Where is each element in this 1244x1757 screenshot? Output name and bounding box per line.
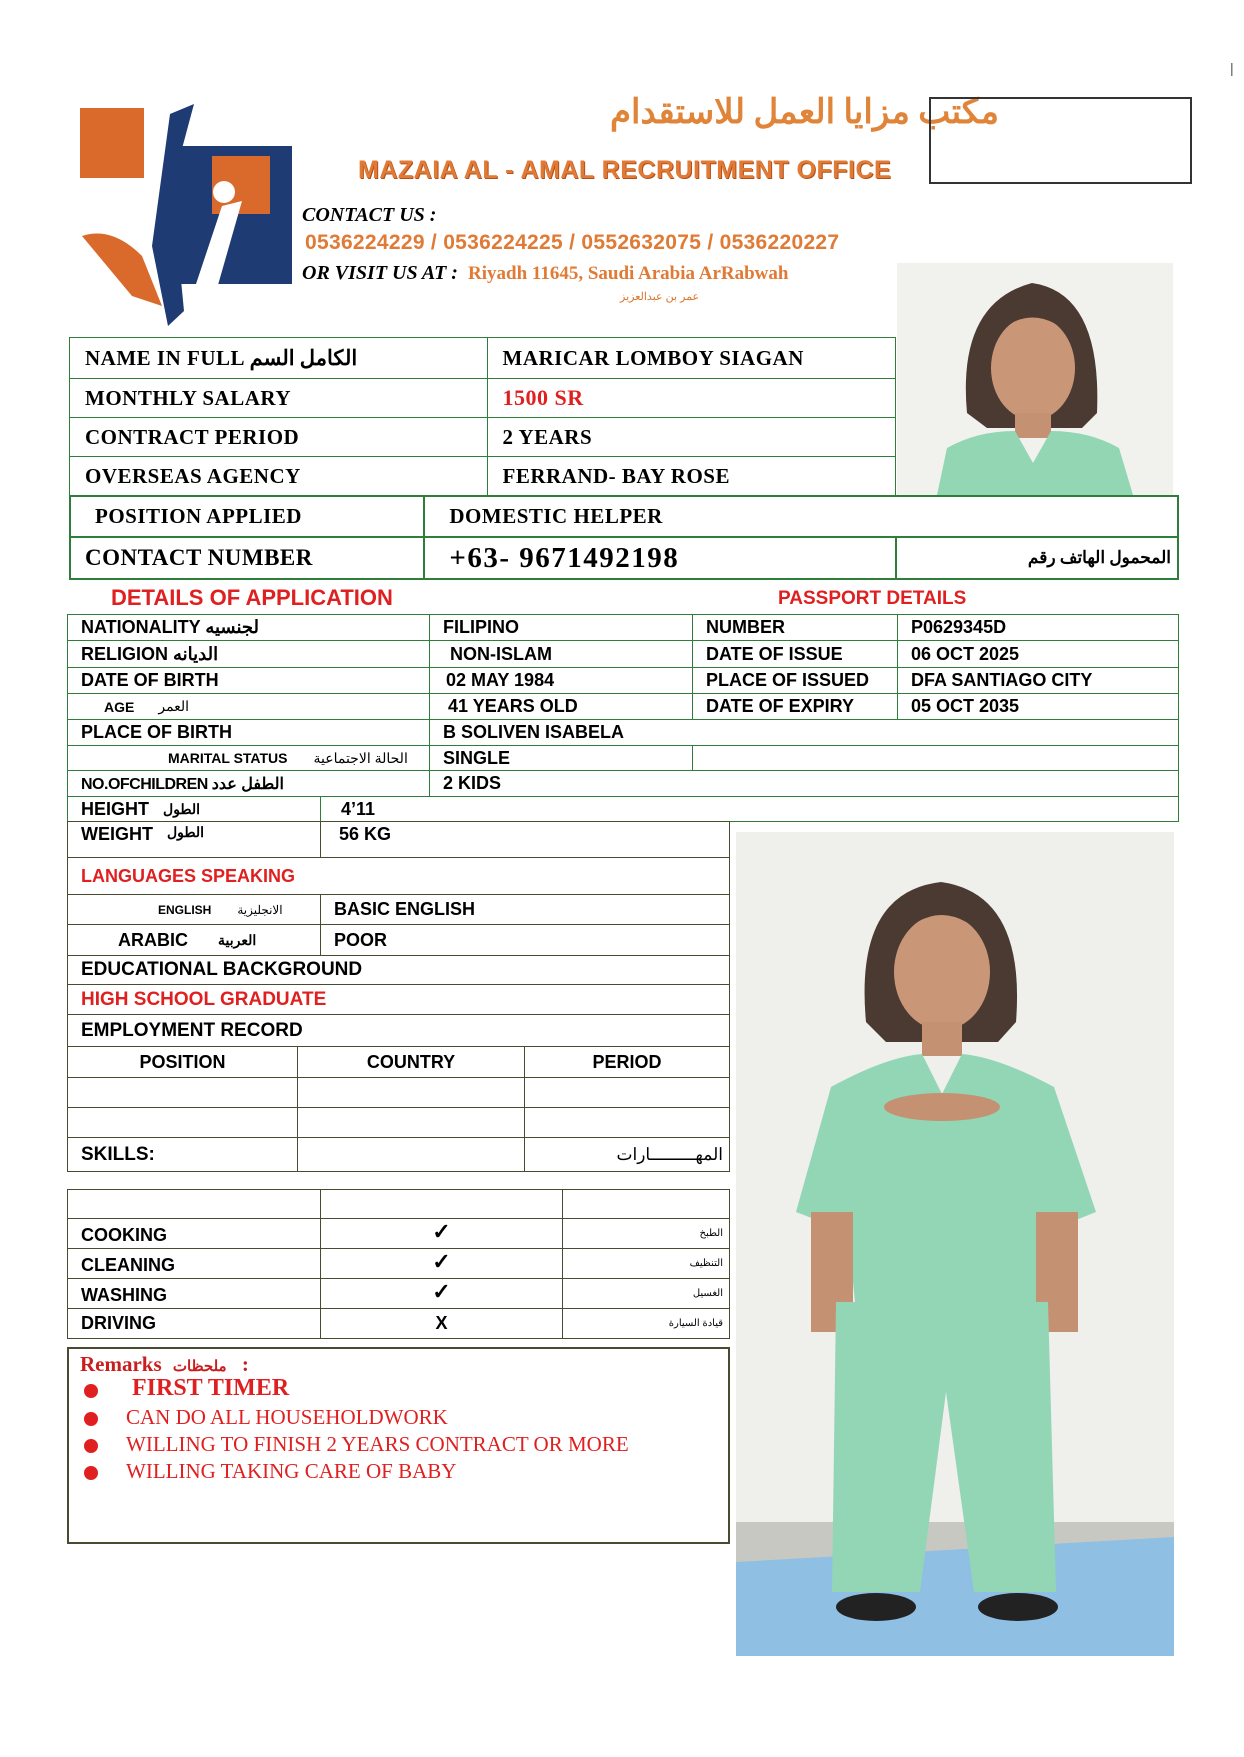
visit-us-label: OR VISIT US AT :: [302, 262, 458, 284]
marital-blank: [692, 745, 1179, 771]
children-label: NO.OFCHILDREN الطفل عدد: [67, 770, 430, 797]
skill-name: COOKING: [67, 1218, 321, 1249]
bullet-icon: [84, 1384, 98, 1398]
arabic-label: ARABIC: [118, 929, 188, 950]
name-label: NAME IN FULL الكامل السم: [70, 338, 488, 379]
employment-header-position: POSITION: [67, 1046, 298, 1078]
employment-header-country: COUNTRY: [297, 1046, 525, 1078]
children-value: 2 KIDS: [429, 770, 1179, 797]
english-label: ENGLISH: [158, 902, 212, 917]
remark-item: CAN DO ALL HOUSEHOLDWORK: [126, 1405, 448, 1429]
salary-value: 1500 SR: [487, 379, 896, 418]
height-value: 4’11: [320, 796, 1179, 822]
passport-number-label: NUMBER: [692, 614, 898, 641]
education-title: EDUCATIONAL BACKGROUND: [67, 955, 730, 985]
height-label: HEIGHT: [81, 798, 150, 819]
education-value: HIGH SCHOOL GRADUATE: [67, 984, 730, 1015]
age-label-cell: [67, 693, 430, 720]
skill-name: CLEANING: [67, 1248, 321, 1279]
expiry-date-value: 05 OCT 2035: [897, 693, 1179, 720]
skill-name: DRIVING: [67, 1308, 321, 1339]
marital-arabic: الحالة الاجتماعية: [313, 749, 408, 766]
name-value: MARICAR LOMBOY SIAGAN: [487, 338, 896, 379]
skills-header-cell: [320, 1189, 563, 1219]
remark-item: FIRST TIMER: [132, 1375, 290, 1401]
weight-label-cell: [67, 821, 321, 858]
arabic-label-cell: [67, 924, 321, 956]
skill-mark: ✓: [320, 1248, 563, 1279]
age-arabic: العمر: [158, 698, 190, 714]
agency-label: OVERSEAS AGENCY: [70, 457, 488, 496]
marital-label: MARITAL STATUS: [168, 750, 288, 766]
corner-mark: |: [1230, 60, 1234, 76]
employment-cell: [67, 1077, 298, 1108]
english-value: BASIC ENGLISH: [320, 894, 730, 925]
position-table: [69, 495, 1179, 580]
stamp-box: [929, 97, 1192, 184]
office-title: MAZAIA AL - AMAL RECRUITMENT OFFICE: [358, 156, 892, 184]
employment-cell: [524, 1107, 730, 1138]
weight-label: WEIGHT: [81, 824, 153, 844]
employment-cell: [297, 1077, 525, 1108]
skills-header-cell: [562, 1189, 730, 1219]
skill-arabic: التنظيف: [562, 1248, 730, 1279]
applicant-photo-full-body: [736, 832, 1174, 1656]
height-label-cell: [67, 796, 321, 822]
skills-header-cell: [67, 1189, 321, 1219]
remarks-colon: :: [241, 1352, 249, 1376]
issue-date-value: 06 OCT 2025: [897, 640, 1179, 668]
weight-arabic: الطول: [167, 824, 205, 840]
arabic-street: عمر بن عبدالعزيز: [620, 291, 700, 303]
skills-arabic: المهـــــــــارات: [524, 1137, 730, 1172]
details-title: DETAILS OF APPLICATION: [111, 585, 393, 610]
bullet-icon: [84, 1466, 98, 1480]
skill-mark: ✓: [320, 1218, 563, 1249]
remark-item: WILLING TO FINISH 2 YEARS CONTRACT OR MORE: [126, 1432, 629, 1456]
weight-value: 56 KG: [320, 821, 730, 858]
office-logo: [72, 96, 297, 326]
arabic-arabic: العربية: [218, 931, 257, 948]
contract-label: CONTRACT PERIOD: [70, 418, 488, 457]
english-arabic: الانجليزية: [237, 902, 283, 917]
office-address: Riyadh 11645, Saudi Arabia ArRabwah: [468, 263, 789, 284]
skills-blank: [297, 1137, 525, 1172]
passport-number-value: P0629345D: [897, 614, 1179, 641]
contact-number-arabic: المحمول الهاتف رقم: [896, 537, 1178, 579]
contract-value: 2 YEARS: [487, 418, 896, 457]
salary-label: MONTHLY SALARY: [70, 379, 488, 418]
religion-label: RELIGION الديانه: [67, 640, 430, 668]
position-label: POSITION APPLIED: [70, 496, 424, 537]
contact-number-label: CONTACT NUMBER: [70, 537, 424, 579]
employment-title: EMPLOYMENT RECORD: [67, 1014, 730, 1047]
agency-value: FERRAND- BAY ROSE: [487, 457, 896, 496]
dob-label: DATE OF BIRTH: [67, 667, 430, 694]
remark-item: WILLING TAKING CARE OF BABY: [126, 1459, 457, 1483]
pob-label: PLACE OF BIRTH: [67, 719, 430, 746]
employment-header-period: PERIOD: [524, 1046, 730, 1078]
bullet-icon: [84, 1439, 98, 1453]
applicant-photo-portrait: [897, 263, 1173, 495]
height-arabic: الطول: [163, 800, 201, 817]
bullet-icon: [84, 1412, 98, 1426]
skill-arabic: الغسيل: [562, 1278, 730, 1309]
age-value: 41 YEARS OLD: [429, 693, 693, 720]
remarks-label: Remarks: [80, 1352, 162, 1376]
marital-value: SINGLE: [429, 745, 693, 771]
age-label: AGE: [104, 698, 135, 715]
religion-value: NON-ISLAM: [429, 640, 693, 668]
skills-label: SKILLS:: [67, 1137, 298, 1172]
place-issued-value: DFA SANTIAGO CITY: [897, 667, 1179, 694]
english-label-cell: [67, 894, 321, 925]
issue-date-label: DATE OF ISSUE: [692, 640, 898, 668]
skill-mark: ✓: [320, 1278, 563, 1309]
main-info-table: [69, 337, 896, 496]
remarks-arabic: ملحظات: [172, 1358, 227, 1375]
skill-arabic: قيادة السيارة: [562, 1308, 730, 1339]
arabic-office-title: مكتب مزايا العمل للاستقدام: [610, 94, 999, 131]
position-value: DOMESTIC HELPER: [424, 496, 1178, 537]
skill-mark: X: [320, 1308, 563, 1339]
dob-value: 02 MAY 1984: [429, 667, 693, 694]
expiry-date-label: DATE OF EXPIRY: [692, 693, 898, 720]
pob-value: B SOLIVEN ISABELA: [429, 719, 1179, 746]
employment-cell: [297, 1107, 525, 1138]
remarks-header: [80, 1352, 249, 1377]
contact-phones: 0536224229 / 0536224225 / 0552632075 / 0536220227: [305, 231, 840, 254]
employment-cell: [524, 1077, 730, 1108]
languages-title: LANGUAGES SPEAKING: [67, 857, 730, 895]
arabic-value: POOR: [320, 924, 730, 956]
marital-label-cell: [67, 745, 430, 771]
contact-number-value: +63- 9671492198: [424, 537, 895, 579]
passport-title: PASSPORT DETAILS: [778, 588, 967, 609]
employment-cell: [67, 1107, 298, 1138]
skill-name: WASHING: [67, 1278, 321, 1309]
nationality-label: NATIONALITY لجنسيه: [67, 614, 430, 641]
place-issued-label: PLACE OF ISSUED: [692, 667, 898, 694]
nationality-value: FILIPINO: [429, 614, 693, 641]
contact-us-label: CONTACT US :: [302, 204, 437, 226]
skill-arabic: الطبخ: [562, 1218, 730, 1249]
